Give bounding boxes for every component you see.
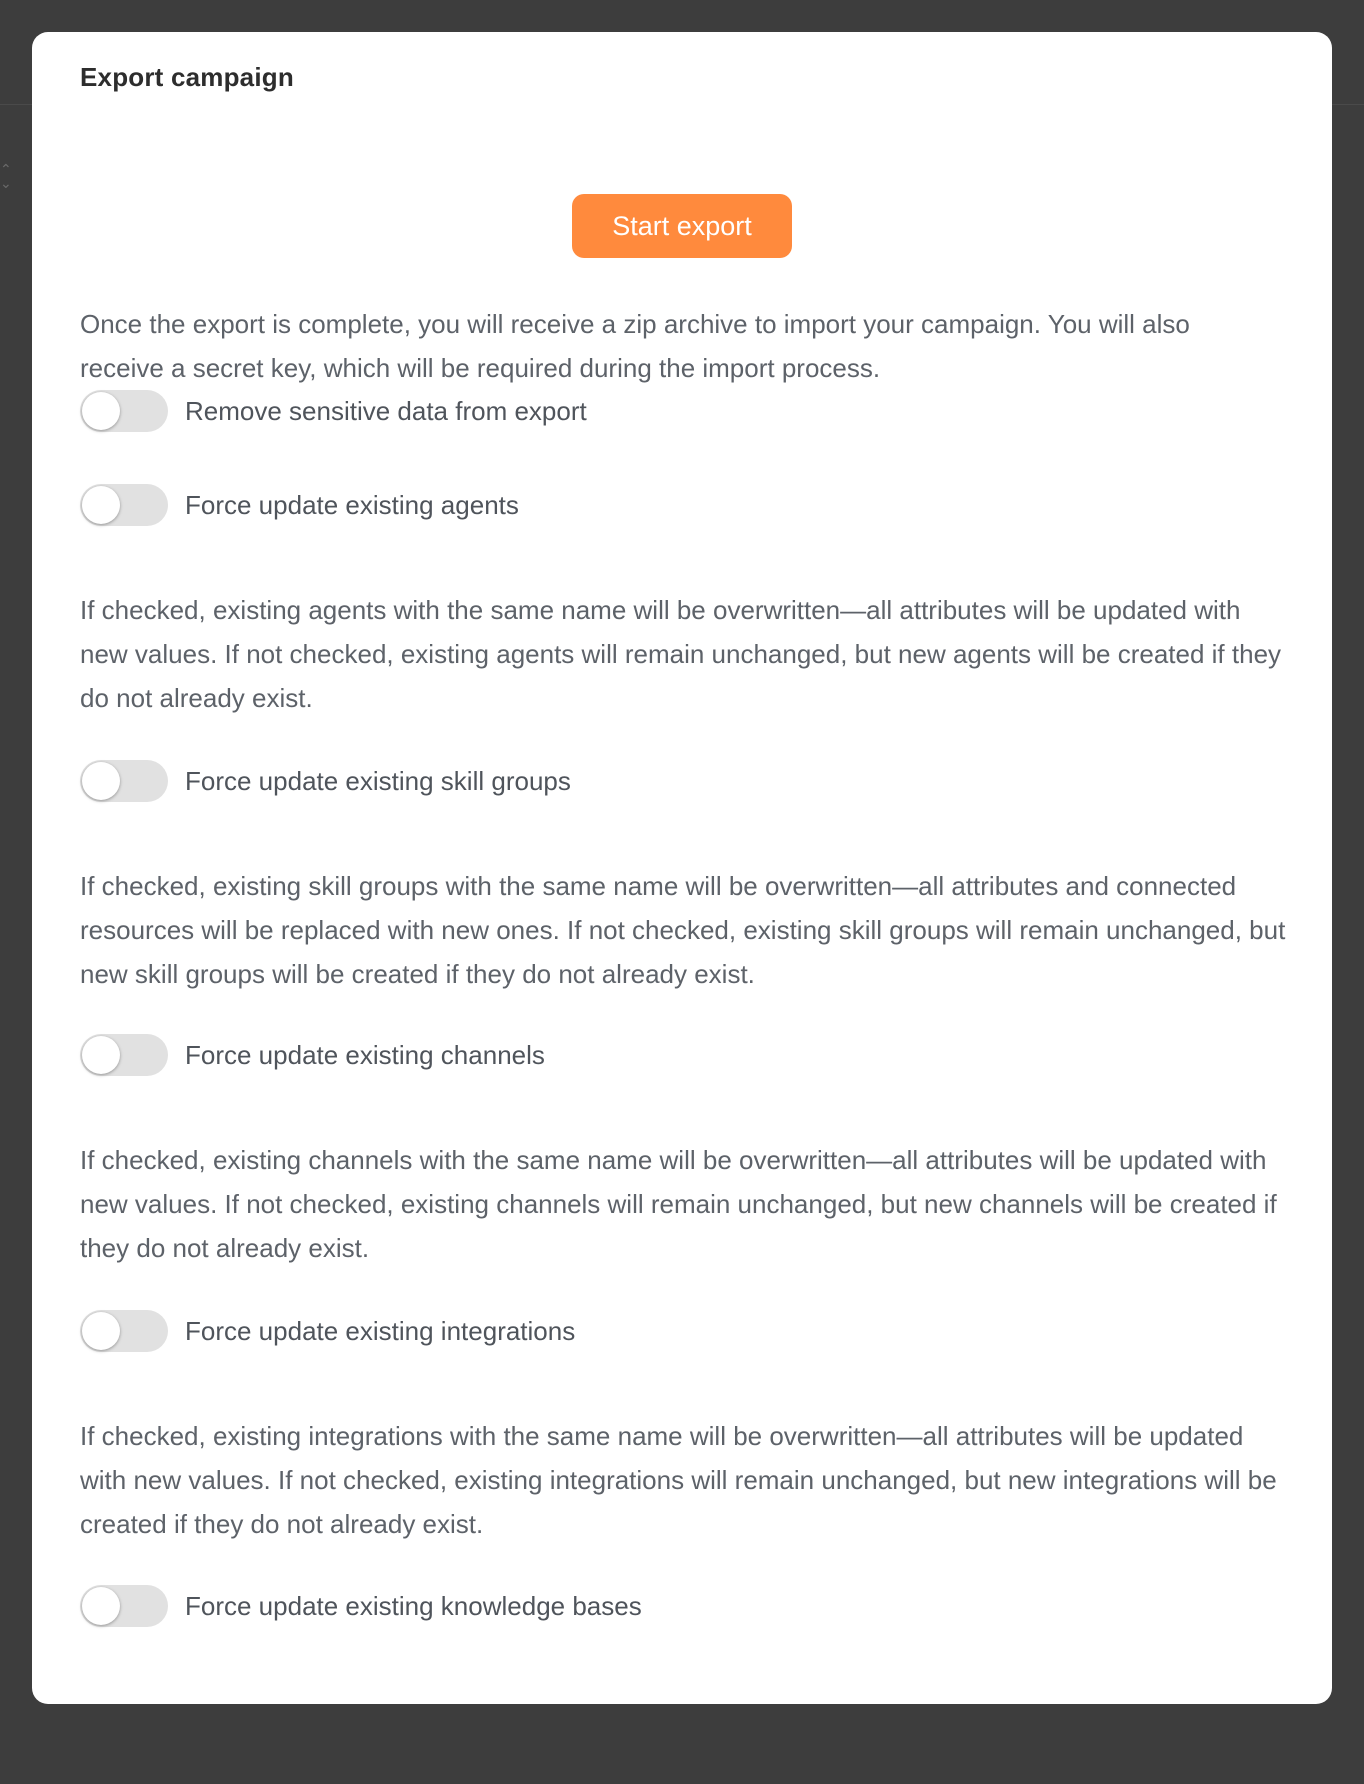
toggle-knob — [82, 1587, 120, 1625]
toggle-knob — [82, 1312, 120, 1350]
force-update-channels-toggle[interactable] — [80, 1034, 168, 1076]
toggle-label: Force update existing integrations — [185, 1315, 576, 1346]
channels-description: If checked, existing channels with the same name will be overwritten—all attributes will be updated with new values. If not checked, existing channels will remain unchanged, but new channels will be created if they do not already exist. — [80, 1145, 1277, 1263]
option-force-update-knowledge-bases — [80, 1583, 642, 1629]
integrations-description: If checked, existing integrations with the same name will be overwritten—all attributes will be updated with new values. If not checked, existing integrations will remain unchanged, but new integrations will be created if they do not already exist. — [80, 1421, 1277, 1539]
skill-groups-description: If checked, existing skill groups with the same name will be overwritten—all attributes and connected resources will be replaced with new ones. If not checked, existing skill groups will remain unchanged, but new skill groups will be created if they do not already exist. — [80, 871, 1286, 989]
force-update-knowledge-bases-toggle[interactable] — [80, 1585, 168, 1627]
option-force-update-skill-groups — [80, 758, 571, 804]
agents-description: If checked, existing agents with the same name will be overwritten—all attributes will be updated with new values. If not checked, existing agents will remain unchanged, but new agents will be created if they do not already exist. — [80, 595, 1282, 713]
toggle-label: Force update existing knowledge bases — [185, 1590, 642, 1621]
toggle-knob — [82, 1036, 120, 1074]
export-intro-text: Once the export is complete, you will receive a zip archive to import your campaign. You will also receive a secret key, which will be required during the import process. — [80, 309, 1190, 383]
force-update-skill-groups-toggle[interactable] — [80, 760, 168, 802]
remove-sensitive-data-toggle[interactable] — [80, 390, 168, 432]
force-update-integrations-toggle[interactable] — [80, 1310, 168, 1352]
option-force-update-channels — [80, 1032, 545, 1078]
force-update-agents-toggle[interactable] — [80, 484, 168, 526]
toggle-label: Force update existing agents — [185, 489, 519, 520]
sort-arrows-icon: ⌃ ⌄ — [0, 161, 12, 191]
dialog-title: Export campaign — [80, 62, 294, 92]
toggle-label: Remove sensitive data from export — [185, 395, 587, 426]
option-force-update-integrations — [80, 1308, 575, 1354]
start-export-button[interactable]: Start export — [572, 194, 792, 258]
option-force-update-agents — [80, 482, 519, 528]
toggle-label: Force update existing channels — [185, 1039, 545, 1070]
export-campaign-dialog — [32, 32, 1332, 1704]
toggle-label: Force update existing skill groups — [185, 765, 571, 796]
toggle-knob — [82, 486, 120, 524]
toggle-knob — [82, 392, 120, 430]
toggle-knob — [82, 762, 120, 800]
option-remove-sensitive-data — [80, 388, 587, 434]
